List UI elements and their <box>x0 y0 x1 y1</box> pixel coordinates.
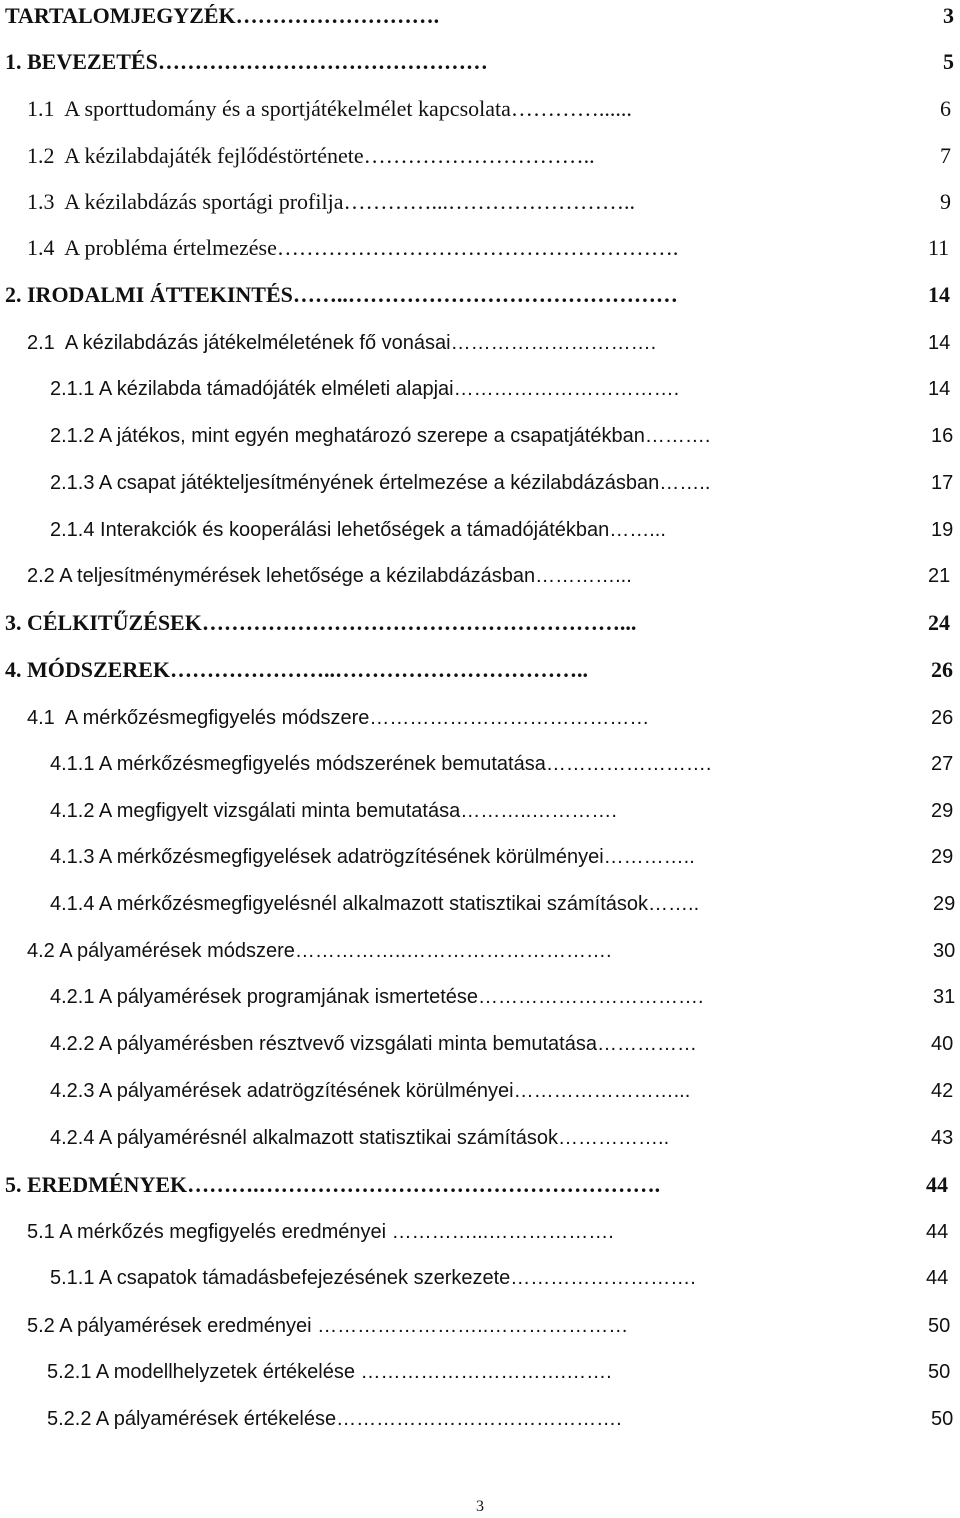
toc-entry <box>0 1263 960 1293</box>
toc-entry-page: 6 <box>940 96 951 121</box>
toc-entry-title: 4.2.4 A pályamérésnél alkalmazott statisztikai számítások…………….. <box>50 1127 670 1149</box>
toc-entry-title: 2.1 A kézilabdázás játékelméletének fő vonásai…………………………. <box>27 332 657 354</box>
toc-entry-title: 4.1 A mérkőzésmegfigyelés módszere…………………………………… <box>27 707 650 729</box>
toc-entry-title: 4.2.2 A pályamérésben résztvevő vizsgálati minta bemutatása…………… <box>50 1033 697 1055</box>
toc-entry-title: 2.1.1 A kézilabda támadójáték elméleti alapjai……………………………. <box>50 378 680 400</box>
toc-entry-page: 29 <box>933 893 956 915</box>
toc-entry <box>0 468 960 498</box>
toc-entry <box>0 94 960 124</box>
toc-entry <box>0 1357 960 1387</box>
toc-entry-page: 16 <box>931 425 954 447</box>
toc-entry-title: 2.1.4 Interakciók és kooperálási lehetőségek a támadójátékban……... <box>50 519 666 541</box>
toc-entry-title: 5.2.1 A modellhelyzetek értékelése ………………………….……. <box>47 1361 612 1383</box>
toc-entry-title: 5.2.2 A pályamérések értékelése……………………………………. <box>47 1408 622 1430</box>
toc-entry-title: 4.1.1 A mérkőzésmegfigyelés módszerének bemutatása……………………. <box>50 753 712 775</box>
toc-entry-page: 44 <box>926 1267 949 1289</box>
toc-entry-page: 31 <box>933 986 956 1008</box>
toc-entry-title: TARTALOMJEGYZÉK………………………. <box>5 3 440 28</box>
toc-entry <box>0 141 960 171</box>
toc-entry-title: 4.2.1 A pályamérések programjának ismertetése……………………………. <box>50 986 704 1008</box>
toc-entry <box>0 655 960 685</box>
toc-entry <box>0 842 960 872</box>
toc-entry <box>0 936 960 966</box>
toc-entry-page: 29 <box>931 846 954 868</box>
toc-entry-page: 29 <box>931 800 954 822</box>
toc-entry-page: 24 <box>928 610 950 635</box>
toc-entry-title: 1.3 A kézilabdázás sportági profilja…………...…………………….. <box>27 189 635 214</box>
toc-entry-page: 42 <box>931 1080 954 1102</box>
toc-entry <box>0 280 960 310</box>
page-number: 3 <box>476 1498 484 1515</box>
toc-entry-page: 19 <box>931 519 954 541</box>
toc-entry <box>0 608 960 638</box>
toc-entry <box>0 982 960 1012</box>
toc-entry <box>0 796 960 826</box>
toc-entry <box>0 1076 960 1106</box>
toc-entry <box>0 374 960 404</box>
toc-entry <box>0 1029 960 1059</box>
toc-entry-page: 27 <box>931 753 954 775</box>
toc-entry-page: 11 <box>928 235 950 260</box>
toc-entry-page: 50 <box>931 1408 954 1430</box>
toc-entry <box>0 1 960 31</box>
toc-entry <box>0 749 960 779</box>
toc-entry-title: 1.2 A kézilabdajáték fejlődéstörténete………………………….. <box>27 143 595 168</box>
toc-entry-title: 5.2 A pályamérések eredményei ……………………..………………… <box>27 1315 629 1337</box>
toc-entry-page: 26 <box>931 657 953 682</box>
toc-entry <box>0 703 960 733</box>
toc-entry-title: 5.1 A mérkőzés megfigyelés eredményei …………...………………. <box>27 1221 614 1243</box>
toc-entry-title: 2.2 A teljesítménymérések lehetősége a kézilabdázásban…………... <box>27 565 632 587</box>
toc-entry <box>0 561 960 591</box>
toc-entry <box>0 1404 960 1434</box>
toc-entry <box>0 515 960 545</box>
toc-entry-page: 43 <box>931 1127 954 1149</box>
toc-entry-title: 4.1.2 A megfigyelt vizsgálati minta bemutatása………..…………. <box>50 800 617 822</box>
toc-entry-title: 1.4 A probléma értelmezése………………………………………………. <box>27 235 679 260</box>
toc-entry <box>0 187 960 217</box>
toc-entry-title: 1. BEVEZETÉS……………………………………… <box>5 49 488 74</box>
toc-entry-page: 3 <box>943 3 954 28</box>
toc-entry-page: 50 <box>928 1361 951 1383</box>
toc-entry-title: 4.1.3 A mérkőzésmegfigyelések adatrögzítésének körülményei………….. <box>50 846 695 868</box>
toc-entry-page: 44 <box>926 1221 949 1243</box>
toc-entry-page: 50 <box>928 1315 951 1337</box>
toc-entry <box>0 1170 960 1200</box>
toc-entry-page: 5 <box>943 49 954 74</box>
toc-entry-page: 26 <box>931 707 954 729</box>
toc-entry-page: 14 <box>928 282 950 307</box>
toc-entry-title: 5.1.1 A csapatok támadásbefejezésének szerkezete………………………. <box>50 1267 696 1289</box>
toc-entry-title: 2. IRODALMI ÁTTEKINTÉS……..……………………………………… <box>5 282 678 307</box>
toc-entry <box>0 47 960 77</box>
toc-entry-title: 1.1 A sporttudomány és a sportjátékelmélet kapcsolata…………...... <box>27 96 632 121</box>
toc-entry-title: 5. EREDMÉNYEK……….………………………………………………. <box>5 1172 661 1197</box>
toc-entry <box>0 1311 960 1341</box>
toc-entry-page: 44 <box>926 1172 948 1197</box>
toc-entry-page: 9 <box>940 189 951 214</box>
toc-entry-page: 40 <box>931 1033 954 1055</box>
toc-entry <box>0 421 960 451</box>
toc-entry-title: 2.1.2 A játékos, mint egyén meghatározó szerepe a csapatjátékban………. <box>50 425 711 447</box>
toc-entry-page: 14 <box>928 378 951 400</box>
toc-entry-title: 4.1.4 A mérkőzésmegfigyelésnél alkalmazott statisztikai számítások…….. <box>50 893 700 915</box>
toc-entry <box>0 889 960 919</box>
toc-entry <box>0 233 960 263</box>
toc-entry-page: 7 <box>940 143 951 168</box>
toc-entry <box>0 328 960 358</box>
toc-entry-page: 17 <box>931 472 954 494</box>
toc-entry <box>0 1123 960 1153</box>
toc-entry-page: 30 <box>933 940 956 962</box>
toc-entry-title: 3. CÉLKITŰZÉSEK…………………………………………………... <box>5 610 637 635</box>
toc-entry-title: 4.2.3 A pályamérések adatrögzítésének körülményei……………………... <box>50 1080 691 1102</box>
toc-entry-title: 4. MÓDSZEREK…………………..…………………………….. <box>5 657 589 682</box>
toc-entry <box>0 1217 960 1247</box>
toc-entry-page: 14 <box>928 332 951 354</box>
toc-entry-page: 21 <box>928 565 951 587</box>
toc-entry-title: 2.1.3 A csapat játékteljesítményének értelmezése a kézilabdázásban…….. <box>50 472 711 494</box>
toc-entry-title: 4.2 A pályamérések módszere……………..…………………………. <box>27 940 612 962</box>
